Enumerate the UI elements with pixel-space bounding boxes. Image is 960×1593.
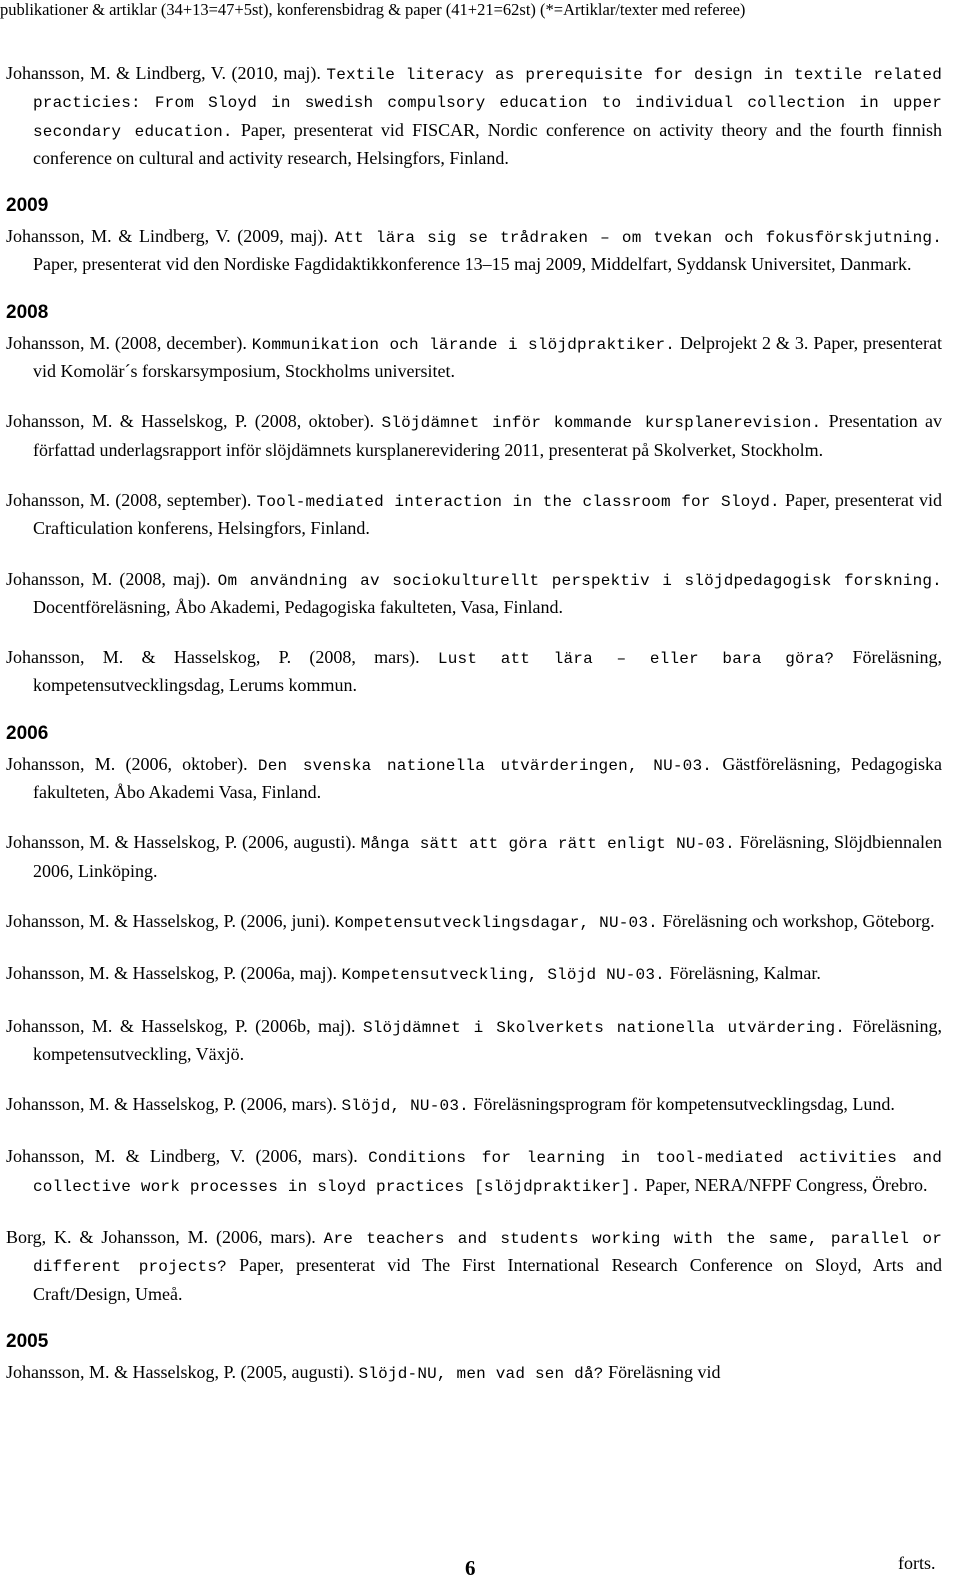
- entry-authors: Johansson, M. & Lindberg, V. (2010, maj).: [6, 63, 327, 83]
- entry-venue: Föreläsning, kompetensutvecklingsdag, Lerums kommun.: [33, 647, 942, 696]
- entry-venue: Föreläsning, Slöjdbiennalen 2006, Linköping.: [33, 832, 942, 881]
- entry-authors: Johansson, M. & Hasselskog, P. (2008, oktober).: [6, 411, 382, 432]
- entry-title: Slöjdämnet inför kommande kursplanerevision.: [381, 414, 822, 433]
- publication-entry: [6, 566, 942, 621]
- entry-authors: Johansson, M. & Hasselskog, P. (2006, mars).: [6, 1094, 342, 1115]
- entry-authors: Borg, K. & Johansson, M. (2006, mars).: [6, 1227, 324, 1248]
- entry-venue: Föreläsningsprogram för kompetensutvecklingsdag, Lund.: [468, 1094, 895, 1115]
- publication-entry: [6, 60, 942, 171]
- publication-list: [6, 60, 942, 1387]
- publication-entry: [6, 751, 942, 806]
- entry-authors: Johansson, M. & Hasselskog, P. (2005, augusti).: [6, 1361, 359, 1382]
- publication-entry: [6, 223, 942, 278]
- page-header: publikationer & artiklar (34+13=47+5st), konferensbidrag & paper (41+21=62st) (*=Artiklar/texter med referee): [0, 0, 746, 19]
- entry-authors: Johansson, M. & Lindberg, V. (2009, maj).: [6, 226, 335, 247]
- entry-title: Textile literacy as prerequisite for design in textile related practicies: From Sloyd in swedish compulsory education to individual collection in upper secondary education.: [33, 66, 942, 141]
- entry-venue: Paper, presenterat vid FISCAR, Nordic conference on activity theory and the fourth finnish conference on cultural and activity research, Helsingfors, Finland.: [33, 119, 942, 168]
- entry-authors: Johansson, M. (2008, september).: [6, 489, 257, 510]
- entry-title: Slöjd, NU-03.: [341, 1097, 469, 1116]
- entry-venue: Presentation av författad underlagsrapport inför slöjdämnets kursplanerevidering 2011, presenterat på Skolverket, Stockholm.: [33, 411, 942, 460]
- publication-entry: [6, 487, 942, 542]
- entry-venue: Delprojekt 2 & 3. Paper, presenterat vid Komolär´s forskarsymposium, Stockholms universitet.: [33, 332, 943, 382]
- entry-venue: Docentföreläsning, Åbo Akademi, Pedagogiska fakulteten, Vasa, Finland.: [33, 596, 564, 617]
- entry-authors: Johansson, M. (2008, maj).: [6, 568, 218, 589]
- entry-venue: Föreläsning, Kalmar.: [664, 963, 821, 984]
- entry-venue: Paper, presenterat vid den Nordiske Fagdidaktikkonference 13–15 maj 2009, Middelfart, Syddansk Universitet, Danmark.: [33, 254, 912, 275]
- continued-note: forts.: [898, 1553, 936, 1573]
- publication-entry: [6, 908, 942, 936]
- entry-title: Slöjd-NU, men vad sen då?: [358, 1364, 604, 1383]
- entry-authors: Johansson, M. & Lindberg, V. (2006, mars).: [6, 1146, 369, 1167]
- entry-venue: Paper, NERA/NFPF Congress, Örebro.: [640, 1174, 928, 1195]
- entry-authors: Johansson, M. (2008, december).: [6, 332, 252, 353]
- entry-title: Lust att lära – eller bara göra?: [437, 650, 835, 669]
- entry-title: Slöjdämnet i Skolverkets nationella utvärdering.: [362, 1018, 846, 1037]
- entry-title: Conditions for learning in tool-mediated activities and collective work processes in sloyd practices [slöjdpraktiker].: [33, 1149, 942, 1196]
- entry-title: Att lära sig se trådraken – om tvekan och fokusförskjutning.: [334, 229, 943, 248]
- publication-entry: [6, 1224, 942, 1307]
- publication-entry: [6, 829, 942, 884]
- entry-venue: Föreläsning och workshop, Göteborg.: [657, 910, 935, 931]
- entry-authors: Johansson, M. & Hasselskog, P. (2006, juni).: [6, 910, 335, 931]
- entry-title: Kompetensutvecklingsdagar, NU-03.: [334, 913, 658, 932]
- entry-title: Tool-mediated interaction in the classroom for Sloyd.: [256, 492, 780, 511]
- entry-title: Om användning av sociokulturellt perspektiv i slöjdpedagogisk forskning.: [217, 571, 942, 590]
- entry-title: Kommunikation och lärande i slöjdpraktiker.: [251, 335, 676, 354]
- year-heading-2006: 2006: [6, 722, 49, 744]
- entry-venue: Paper, presenterat vid Crafticulation konferens, Helsingfors, Finland.: [33, 489, 942, 539]
- entry-venue: Föreläsning, kompetensutveckling, Växjö.: [33, 1015, 943, 1064]
- entry-venue: Gästföreläsning, Pedagogiska fakulteten, Åbo Akademi Vasa, Finland.: [33, 753, 943, 803]
- year-heading-2008: 2008: [6, 301, 49, 323]
- entry-authors: Johansson, M. & Hasselskog, P. (2006b, maj).: [6, 1015, 363, 1036]
- entry-title: Are teachers and students working with the same, parallel or different projects?: [33, 1230, 942, 1277]
- publication-entry: [6, 330, 942, 385]
- entry-title: Kompetensutveckling, Slöjd NU-03.: [341, 966, 665, 985]
- entry-authors: Johansson, M. & Hasselskog, P. (2008, mars).: [6, 647, 438, 668]
- entry-title: Många sätt att göra rätt enligt NU-03.: [360, 835, 735, 854]
- publication-entry: [6, 1013, 942, 1068]
- page-number: 6: [465, 1556, 476, 1580]
- publication-entry: [6, 644, 942, 699]
- entry-venue: Paper, presenterat vid The First International Research Conference on Sloyd, Arts and Craft/Design, Umeå.: [33, 1255, 942, 1304]
- entry-authors: Johansson, M. & Hasselskog, P. (2006a, maj).: [6, 963, 342, 984]
- entry-authors: Johansson, M. & Hasselskog, P. (2006, augusti).: [6, 832, 361, 853]
- publication-entry: [6, 1143, 942, 1200]
- publication-entry: [6, 408, 942, 463]
- entry-title: Den svenska nationella utvärderingen, NU-03.: [257, 756, 713, 775]
- entry-venue: Föreläsning vid: [603, 1361, 721, 1382]
- publication-entry: [6, 960, 942, 988]
- year-heading-2005: 2005: [6, 1330, 49, 1352]
- publication-entry: [6, 1359, 942, 1387]
- publication-entry: [6, 1091, 942, 1119]
- year-heading-2009: 2009: [6, 195, 49, 217]
- entry-authors: Johansson, M. (2006, oktober).: [6, 753, 258, 774]
